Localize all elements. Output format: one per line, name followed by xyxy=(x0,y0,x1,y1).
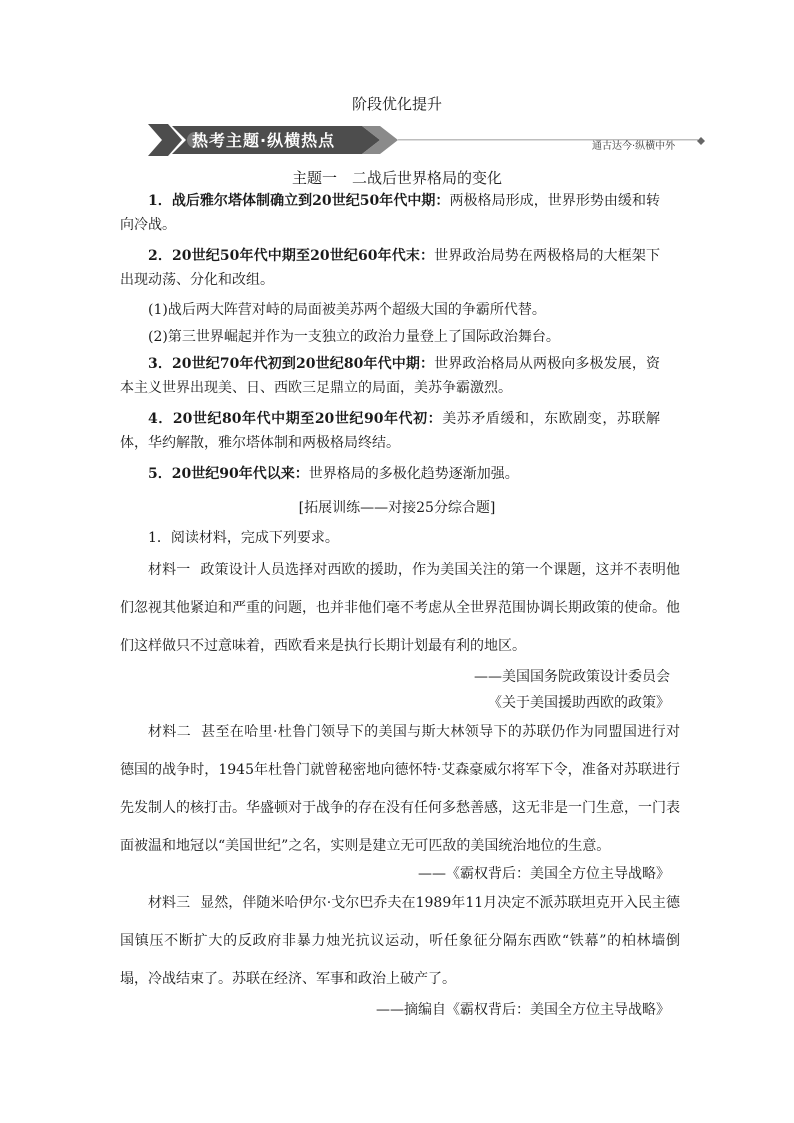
point-lead: 5．20世纪90年代以来： xyxy=(148,466,309,482)
material-2-source: ——《霸权背后：美国全方位主导战略》 xyxy=(418,866,670,882)
material-3-source: ——摘编自《霸权背后：美国全方位主导战略》 xyxy=(376,1002,670,1018)
point-3 xyxy=(120,352,660,400)
point-2-sub-1 xyxy=(120,298,660,322)
material-text: 甚至在哈里·杜鲁门领导下的美国与斯大林领导下的苏联仍作为同盟国进行对德国的战争时，1945年杜鲁门就曾秘密地向德怀特·艾森豪威尔将军下令，准备对苏联进行先发制人的核打击。华盛顿对于战争的存在没有任何多愁善感，这无非是一门生意，一门表面被温和地冠以“美国世纪”之名，实则是建立无可匹敌的美国统治地位的生意。 xyxy=(120,724,681,854)
question xyxy=(120,526,660,550)
point-text: (2)第三世界崛起并作为一支独立的政治力量登上了国际政治舞台。 xyxy=(148,329,560,345)
material-1 xyxy=(120,551,680,665)
point-2 xyxy=(120,244,660,292)
extension-header: [拓展训练——对接25分综合题] xyxy=(298,500,496,516)
material-text: 政策设计人员选择对西欧的援助，作为美国关注的第一个课题，这并不表明他们忽视其他紧迫和严重的问题，也并非他们毫不考虑从全世界范围协调长期政策的使命。他们这样做只不过意味着，西欧看来是执行长期计划最有利的地区。 xyxy=(120,562,681,654)
page-title: 阶段优化提升 xyxy=(351,95,442,113)
point-lead: 3．20世纪70年代初到20世纪80年代中期： xyxy=(148,356,435,372)
point-5 xyxy=(120,462,660,486)
point-text: 世界政治格局从两极向多极发展，资本主义世界出现美、日、西欧三足鼎立的局面，美苏争霸激烈。 xyxy=(120,356,661,396)
material-2 xyxy=(120,713,680,865)
material-1-source-1: ——美国国务院政策设计委员会 xyxy=(474,669,670,685)
point-text: 世界政治局势在两极格局的大框架下出现动荡、分化和改组。 xyxy=(120,248,661,288)
material-label: 材料三 xyxy=(148,895,191,911)
point-2-sub-2 xyxy=(120,325,660,349)
point-text: 世界格局的多极化趋势逐渐加强。 xyxy=(308,466,519,482)
point-text: (1)战后两大阵营对峙的局面被美苏两个超级大国的争霸所代替。 xyxy=(148,302,546,318)
material-label: 材料二 xyxy=(148,724,192,740)
point-text: 美苏矛盾缓和，东欧剧变，苏联解体，华约解散，雅尔塔体制和两极格局终结。 xyxy=(120,411,661,451)
banner-label: 热考主题·纵横热点 xyxy=(192,131,336,150)
material-3 xyxy=(120,884,680,998)
point-lead: 2．20世纪50年代中期至20世纪60年代末： xyxy=(148,248,435,264)
point-4 xyxy=(120,407,660,455)
question-text: 1．阅读材料，完成下列要求。 xyxy=(148,530,339,546)
point-1 xyxy=(120,189,660,237)
material-text: 显然，伴随米哈伊尔·戈尔巴乔夫在1989年11月决定不派苏联坦克开入民主德国镇压不断扩大的反政府非暴力烛光抗议运动，听任象征分隔东西欧“铁幕”的柏林墙倒塌，冷战结束了。苏联在经济、军事和政治上破产了。 xyxy=(120,895,680,987)
topic-title: 主题一 二战后世界格局的变化 xyxy=(291,169,502,187)
material-1-source-2: 《关于美国援助西欧的政策》 xyxy=(488,695,670,711)
point-lead: 1．战后雅尔塔体制确立到20世纪50年代中期： xyxy=(148,193,450,209)
point-lead: 4．20世纪80年代中期至20世纪90年代初： xyxy=(148,411,443,427)
point-text: 两极格局形成，世界形势由缓和转向冷战。 xyxy=(120,193,660,233)
diamond-icon xyxy=(697,137,705,145)
banner-slogan: 通古达今·纵横中外 xyxy=(592,141,676,152)
material-label: 材料一 xyxy=(148,562,191,578)
